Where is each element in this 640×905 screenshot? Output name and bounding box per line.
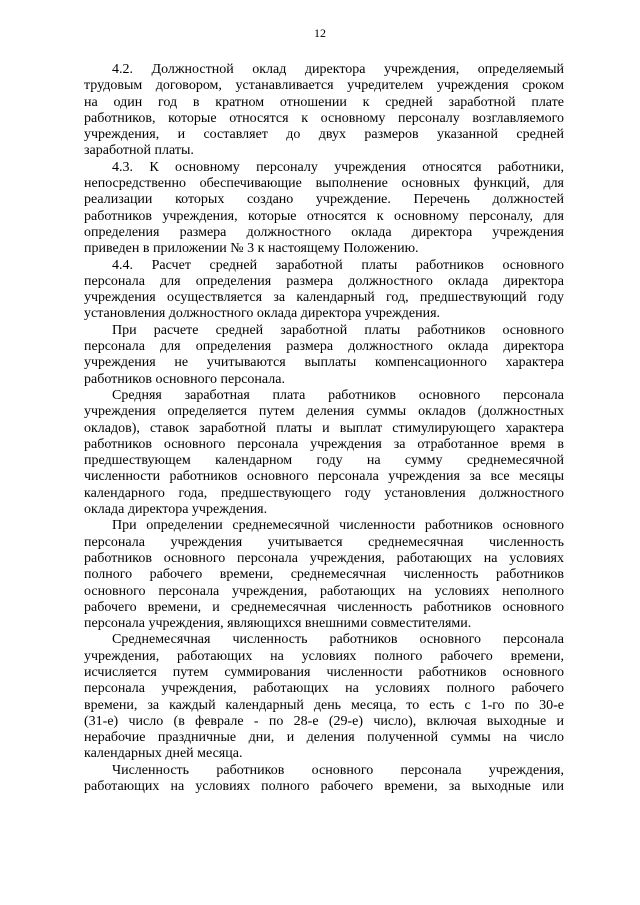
text-line: заработной платы. bbox=[84, 143, 194, 159]
text-line: учреждения определяется путем деления суммы окладов (должностных bbox=[84, 404, 564, 420]
text-line: исчисляется путем суммирования численности работников основного bbox=[84, 664, 564, 680]
text-line: нерабочие праздничные дни, и деления полученной суммы на число bbox=[84, 730, 564, 746]
text-line: учреждения не учитываются выплаты компенсационного характера bbox=[84, 355, 564, 371]
text-line: работающих на условиях полного рабочего времени, за выходные или bbox=[84, 779, 564, 795]
paragraph-continuation bbox=[84, 763, 564, 796]
text-line: непосредственно обеспечивающие выполнение основных функций, для bbox=[84, 176, 564, 192]
text-line: Численность работников основного персонала учреждения, bbox=[112, 762, 564, 778]
text-line: При определении среднемесячной численности работников основного bbox=[112, 518, 564, 534]
text-line: учреждения, работающих на условиях полного рабочего времени, bbox=[84, 648, 564, 664]
paragraph-exclusions bbox=[84, 323, 564, 388]
text-line: приведен в приложении № 3 к настоящему Положению. bbox=[84, 241, 419, 257]
text-line: трудовым договором, устанавливается учредителем учреждения сроком bbox=[84, 78, 564, 94]
paragraph-4-2 bbox=[84, 62, 564, 160]
text-line: работников основного персонала учреждения, работающих на условиях bbox=[84, 550, 564, 566]
text-line: учреждения, и составляет до двух размеров указанной средней bbox=[84, 127, 564, 143]
text-line: работников учреждения, которые относятся к основному персоналу, для bbox=[84, 208, 564, 224]
text-line: работников, которые относятся к основному персоналу возглавляемого bbox=[84, 110, 564, 126]
text-line: При расчете средней заработной платы работников основного bbox=[112, 322, 564, 338]
text-line: персонала учреждения, работающих на условиях полного рабочего bbox=[84, 681, 564, 697]
text-line: персонала для определения размера должностного оклада директора bbox=[84, 339, 564, 355]
paragraph-4-3 bbox=[84, 160, 564, 258]
text-line: календарных дней месяца. bbox=[84, 746, 243, 762]
page-number: 12 bbox=[314, 26, 326, 40]
text-line: рабочего времени, и среднемесячная численность работников основного bbox=[84, 599, 564, 615]
text-line: времени, за каждый календарный день месяца, то есть с 1-го по 30-е bbox=[84, 697, 564, 713]
text-line: работников основного персонала учреждения за отработанное время в bbox=[84, 436, 564, 452]
text-line: определения размера должностного оклада директора учреждения bbox=[84, 224, 564, 240]
text-line: численности работников основного персонала учреждения за все месяцы bbox=[84, 469, 564, 485]
text-line: календарного года, предшествующего году установления должностного bbox=[84, 485, 564, 501]
text-line: предшествующем календарном году на сумму среднемесячной bbox=[84, 453, 564, 469]
text-line: на один год в кратном отношении к средней заработной плате bbox=[84, 94, 564, 110]
text-line: Средняя заработная плата работников основного персонала bbox=[112, 387, 564, 403]
text-line: установления должностного оклада директора учреждения. bbox=[84, 306, 441, 322]
paragraph-headcount bbox=[84, 518, 564, 632]
text-line: персонала учреждения учитывается среднемесячная численность bbox=[84, 534, 564, 550]
text-line: 4.2. Должностной оклад директора учреждения, определяемый bbox=[112, 62, 564, 77]
document-body bbox=[84, 62, 564, 795]
text-line: 4.3. К основному персоналу учреждения относятся работники, bbox=[112, 159, 564, 175]
text-line: (31-е) число (в феврале - по 28-е (29-е) число), включая выходные и bbox=[84, 713, 564, 729]
text-line: персонала для определения размера должностного оклада директора bbox=[84, 273, 564, 289]
text-line: учреждения осуществляется за календарный год, предшествующий году bbox=[84, 290, 564, 306]
text-line: 4.4. Расчет средней заработной платы работников основного bbox=[112, 257, 564, 273]
text-line: основного персонала учреждения, работающих на условиях неполного bbox=[84, 583, 564, 599]
text-line: работников основного персонала. bbox=[84, 371, 285, 387]
text-line: Среднемесячная численность работников основного персонала bbox=[112, 632, 564, 648]
text-line: персонала учреждения, являющихся внешними совместителями. bbox=[84, 616, 472, 632]
paragraph-4-4 bbox=[84, 258, 564, 323]
text-line: реализации которых создано учреждение. Перечень должностей bbox=[84, 192, 564, 208]
text-line: полного рабочего времени, среднемесячная численность работников bbox=[84, 567, 564, 583]
paragraph-average-salary bbox=[84, 388, 564, 518]
paragraph-full-time-headcount bbox=[84, 632, 564, 762]
text-line: окладов), ставок заработной платы и выплат стимулирующего характера bbox=[84, 420, 564, 436]
text-line: оклада директора учреждения. bbox=[84, 502, 268, 518]
